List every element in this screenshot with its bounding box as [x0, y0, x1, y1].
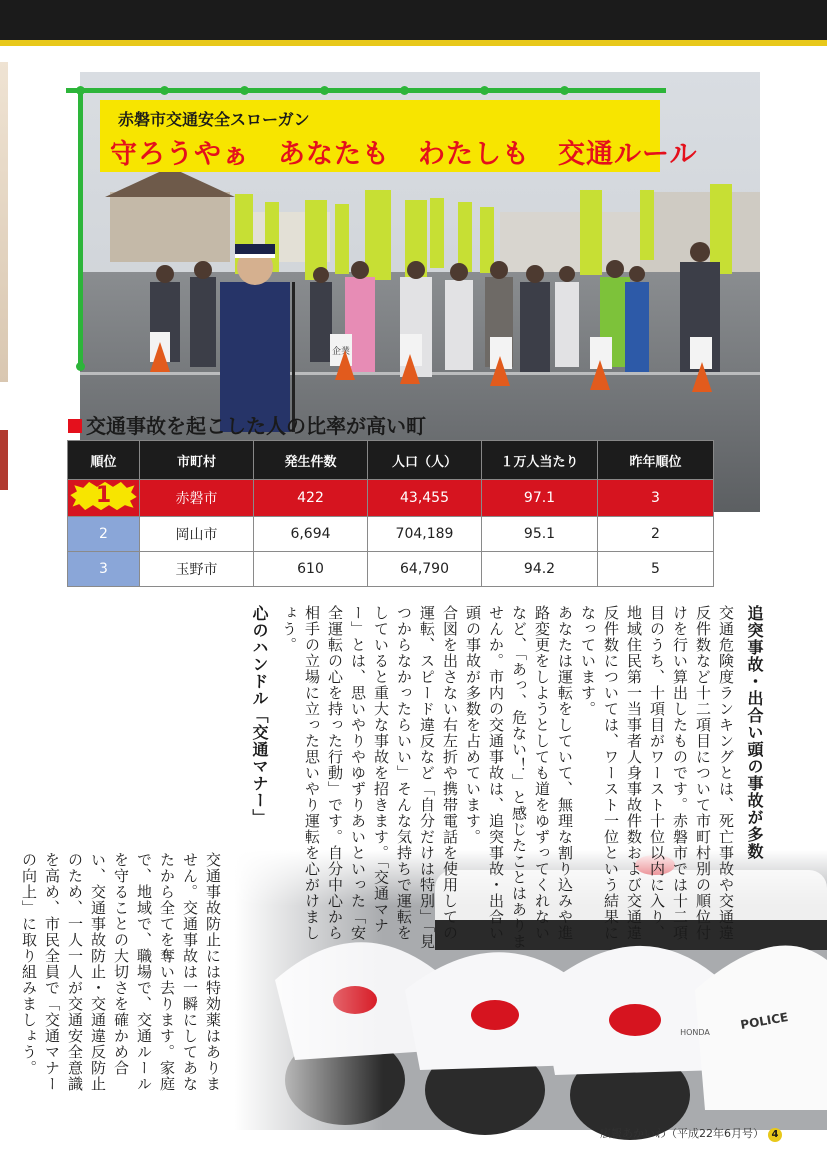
frame-dot	[400, 86, 409, 95]
frame-dot	[160, 86, 169, 95]
city-cell: 岡山市	[140, 517, 254, 552]
footer-publication: 広報あかいわ（平成22年6月号）	[600, 1127, 764, 1140]
table-row	[68, 552, 714, 587]
population-cell: 704,189	[368, 517, 482, 552]
red-square-bullet	[68, 419, 82, 433]
article-paragraph: 交通事故防止には特効薬はありません。交通事故は一瞬にしてあなたから全てを奪い去ります。家庭で、地域で、職場で、交通ルールを守ることの大切さを確かめ合い、交通事故防止・交通違反防止のため、一人一人が交通安全意識を高め、市民全員で「交通マナーの向上」に取り組みましょう。	[20, 852, 222, 1092]
header-cases: 発生件数	[254, 441, 368, 480]
cases-cell: 422	[254, 480, 368, 517]
placard-label: 企業	[331, 347, 351, 357]
header-population: 人口（人）	[368, 441, 482, 480]
city-cell: 玉野市	[140, 552, 254, 587]
article-paragraph: 合図を出さない右左折や携帯電話を使用しての運転、スピード違反など「自分だけは特別」「見つからなかったらいい」そんな気持ちで運転をしていると重大な事故を招きます。「交通マナー」とは、思いやりやゆずりあいといった「安全運転の心を持った行動」です。自分中心から相手の立場に立った思いやり運転を心がけましょう。	[280, 605, 459, 950]
header-per-10k: １万人当たり	[482, 441, 598, 480]
frame-dot	[560, 86, 569, 95]
per-10k-cell: 95.1	[482, 517, 598, 552]
table-heading	[68, 410, 426, 439]
green-frame-left	[78, 88, 83, 368]
cases-cell: 610	[254, 552, 368, 587]
last-year-cell: 5	[598, 552, 714, 587]
header-city: 市町村	[140, 441, 254, 480]
rank-cell: 2	[68, 517, 140, 552]
cases-cell: 6,694	[254, 517, 368, 552]
header-rank: 順位	[68, 441, 140, 480]
article-paragraph: 交通危険度ランキングとは、死亡事故や交通違反件数など十二項目について市町村別の順位付けを行い算出したものです。赤磐市では十二項目のうち、十項目がワースト十位以内に入り、地域住民第一当事者人身事故件数および交通違反件数については、ワースト一位という結果になっています。	[579, 605, 735, 941]
frame-dot	[76, 86, 85, 95]
table-row	[68, 517, 714, 552]
city-cell: 赤磐市	[140, 480, 254, 517]
slogan-pre-title: 赤磐市交通安全スローガン	[118, 110, 310, 129]
frame-dot	[480, 86, 489, 95]
page-number: 4	[768, 1128, 782, 1142]
rank-cell	[68, 480, 140, 517]
population-cell: 43,455	[368, 480, 482, 517]
frame-dot	[76, 362, 85, 371]
accident-rate-table	[67, 440, 714, 587]
article-paragraph: あなたは運転をしていて、無理な割り込みや進路変更をしようとしても道をゆずってくれないなど、「あっ、危ない！」と感じたことはありませんか。市内の交通事故は、追突事故・出合い頭の事故が多数を占めています。	[464, 605, 574, 950]
header-last-year: 昨年順位	[598, 441, 714, 480]
article-heading-2: 心のハンドル「交通マナー」	[250, 605, 269, 826]
frame-dot	[240, 86, 249, 95]
rank-burst-badge	[69, 480, 139, 512]
frame-dot	[320, 86, 329, 95]
rank-cell: 3	[68, 552, 140, 587]
page-footer	[600, 1125, 782, 1142]
table-header-row	[68, 441, 714, 480]
slogan-main-text: 守ろうやぁ あなたも わたしも 交通ルール	[110, 139, 698, 170]
last-year-cell: 2	[598, 517, 714, 552]
last-year-cell: 3	[598, 480, 714, 517]
article-lower	[20, 852, 224, 1102]
article-heading-1: 追突事故・出合い頭の事故が多数	[745, 605, 764, 860]
header-band	[0, 0, 827, 46]
table-heading-text: 交通事故を起こした人の比率が高い町	[86, 414, 426, 438]
left-edge-accent	[0, 430, 8, 490]
left-edge-decoration	[0, 62, 8, 382]
population-cell: 64,790	[368, 552, 482, 587]
per-10k-cell: 94.2	[482, 552, 598, 587]
table-row	[68, 480, 714, 517]
per-10k-cell: 97.1	[482, 480, 598, 517]
green-frame-top	[66, 88, 666, 93]
rank-value: 1	[95, 483, 112, 508]
